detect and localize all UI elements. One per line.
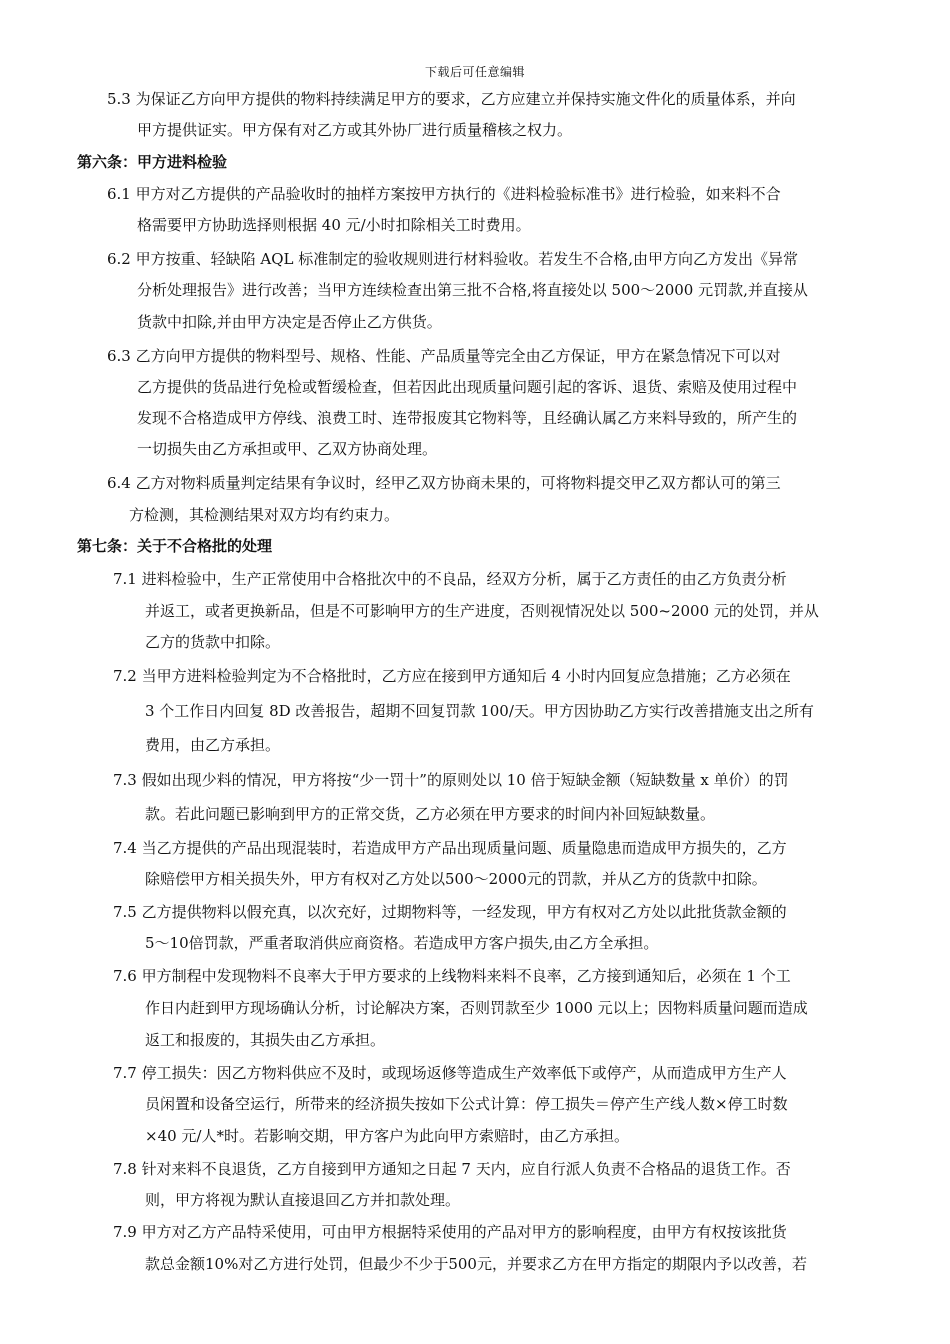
- clause-7-7-line-3: ×40 元/人*时。若影响交期，甲方客户为此向甲方索赔时，由乙方承担。: [145, 1127, 629, 1145]
- clause-6-4-line-1: 6.4 乙方对物料质量判定结果有争议时，经甲乙双方协商未果的，可将物料提交甲乙双方都认可的第三: [107, 474, 781, 492]
- article-7-heading: 第七条：关于不合格批的处理: [77, 537, 273, 555]
- page-header: 下载后可任意编辑: [424, 65, 525, 79]
- clause-7-6-line-2: 作日内赶到甲方现场确认分析，讨论解决方案，否则罚款至少 1000 元以上；因物料质量问题而造成: [145, 999, 808, 1017]
- clause-7-3-line-2: 款。若此问题已影响到甲方的正常交货，乙方必须在甲方要求的时间内补回短缺数量。: [145, 805, 716, 823]
- clause-7-6-line-1: 7.6 甲方制程中发现物料不良率大于甲方要求的上线物料来料不良率，乙方接到通知后，必须在 1 个工: [113, 967, 791, 985]
- clause-5-3-line-1: 5.3 为保证乙方向甲方提供的物料持续满足甲方的要求，乙方应建立并保持实施文件化的质量体系，并向: [107, 90, 796, 108]
- clause-6-3-line-2: 乙方提供的货品进行免检或暂缓检查，但若因此出现质量问题引起的客诉、退货、索赔及使用过程中: [137, 378, 798, 396]
- clause-7-9-line-2: 款总金额10%对乙方进行处罚，但最少不少于500元，并要求乙方在甲方指定的期限内予以改善，若: [145, 1255, 807, 1273]
- clause-7-1-line-2: 并返工，或者更换新品，但是不可影响甲方的生产进度，否则视情况处以 500~2000 元的处罚，并从: [145, 602, 819, 620]
- clause-7-7-line-2: 员闲置和设备空运行，所带来的经济损失按如下公式计算：停工损失＝停产生产线人数×停工时数: [145, 1095, 788, 1113]
- clause-7-8-line-1: 7.8 针对来料不良退货，乙方自接到甲方通知之日起 7 天内，应自行派人负责不合格品的退货工作。否: [113, 1160, 791, 1178]
- clause-7-9-line-1: 7.9 甲方对乙方产品特采使用，可由甲方根据特采使用的产品对甲方的影响程度，由甲方有权按该批货: [113, 1223, 787, 1241]
- clause-7-2-line-2: 3 个工作日内回复 8D 改善报告，超期不回复罚款 100/天。甲方因协助乙方实行改善措施支出之所有: [145, 702, 814, 720]
- clause-7-6-line-3: 返工和报废的，其损失由乙方承担。: [145, 1031, 386, 1049]
- clause-7-2-line-1: 7.2 当甲方进料检验判定为不合格批时，乙方应在接到甲方通知后 4 小时内回复应急措施；乙方必须在: [113, 667, 791, 685]
- clause-6-4-line-2: 方检测，其检测结果对双方均有约束力。: [129, 506, 400, 524]
- article-6-heading: 第六条：甲方进料检验: [77, 153, 228, 171]
- clause-7-3-line-1: 7.3 假如出现少料的情况，甲方将按“少一罚十”的原则处以 10 倍于短缺金额（短缺数量 x 单价）的罚: [113, 771, 789, 789]
- clause-7-5-line-2: 5～10倍罚款，严重者取消供应商资格。若造成甲方客户损失,由乙方全承担。: [145, 934, 659, 952]
- clause-7-7-line-1: 7.7 停工损失：因乙方物料供应不及时，或现场返修等造成生产效率低下或停产，从而造成甲方生产人: [113, 1064, 787, 1082]
- clause-6-3-line-1: 6.3 乙方向甲方提供的物料型号、规格、性能、产品质量等完全由乙方保证，甲方在紧急情况下可以对: [107, 347, 781, 365]
- clause-7-4-line-2: 除赔偿甲方相关损失外，甲方有权对乙方处以500～2000元的罚款，并从乙方的货款中扣除。: [145, 870, 767, 888]
- clause-7-4-line-1: 7.4 当乙方提供的产品出现混装时，若造成甲方产品出现质量问题、质量隐患而造成甲方损失的，乙方: [113, 839, 787, 857]
- clause-6-2-line-3: 货款中扣除,并由甲方决定是否停止乙方供货。: [137, 313, 442, 331]
- clause-6-2-line-1: 6.2 甲方按重、轻缺陷 AQL 标准制定的验收规则进行材料验收。若发生不合格,由甲方向乙方发出《异常: [107, 250, 799, 268]
- clause-6-1-line-1: 6.1 甲方对乙方提供的产品验收时的抽样方案按甲方执行的《进料检验标准书》进行检验，如来料不合: [107, 185, 781, 203]
- clause-7-1-line-3: 乙方的货款中扣除。: [145, 633, 281, 651]
- clause-7-2-line-3: 费用，由乙方承担。: [145, 736, 281, 754]
- clause-6-3-line-4: 一切损失由乙方承担或甲、乙双方协商处理。: [137, 440, 438, 458]
- clause-6-1-line-2: 格需要甲方协助选择则根据 40 元/小时扣除相关工时费用。: [137, 216, 531, 234]
- clause-6-3-line-3: 发现不合格造成甲方停线、浪费工时、连带报废其它物料等，且经确认属乙方来料导致的，所产生的: [137, 409, 798, 427]
- clause-7-5-line-1: 7.5 乙方提供物料以假充真，以次充好，过期物料等，一经发现，甲方有权对乙方处以此批货款金额的: [113, 903, 787, 921]
- clause-6-2-line-2: 分析处理报告》进行改善；当甲方连续检查出第三批不合格,将直接处以 500～2000 元罚款,并直接从: [137, 281, 808, 299]
- clause-5-3-line-2: 甲方提供证实。甲方保有对乙方或其外协厂进行质量稽核之权力。: [137, 121, 573, 139]
- clause-7-8-line-2: 则，甲方将视为默认直接退回乙方并扣款处理。: [145, 1191, 461, 1209]
- clause-7-1-line-1: 7.1 进料检验中，生产正常使用中合格批次中的不良品，经双方分析，属于乙方责任的由乙方负责分析: [113, 570, 787, 588]
